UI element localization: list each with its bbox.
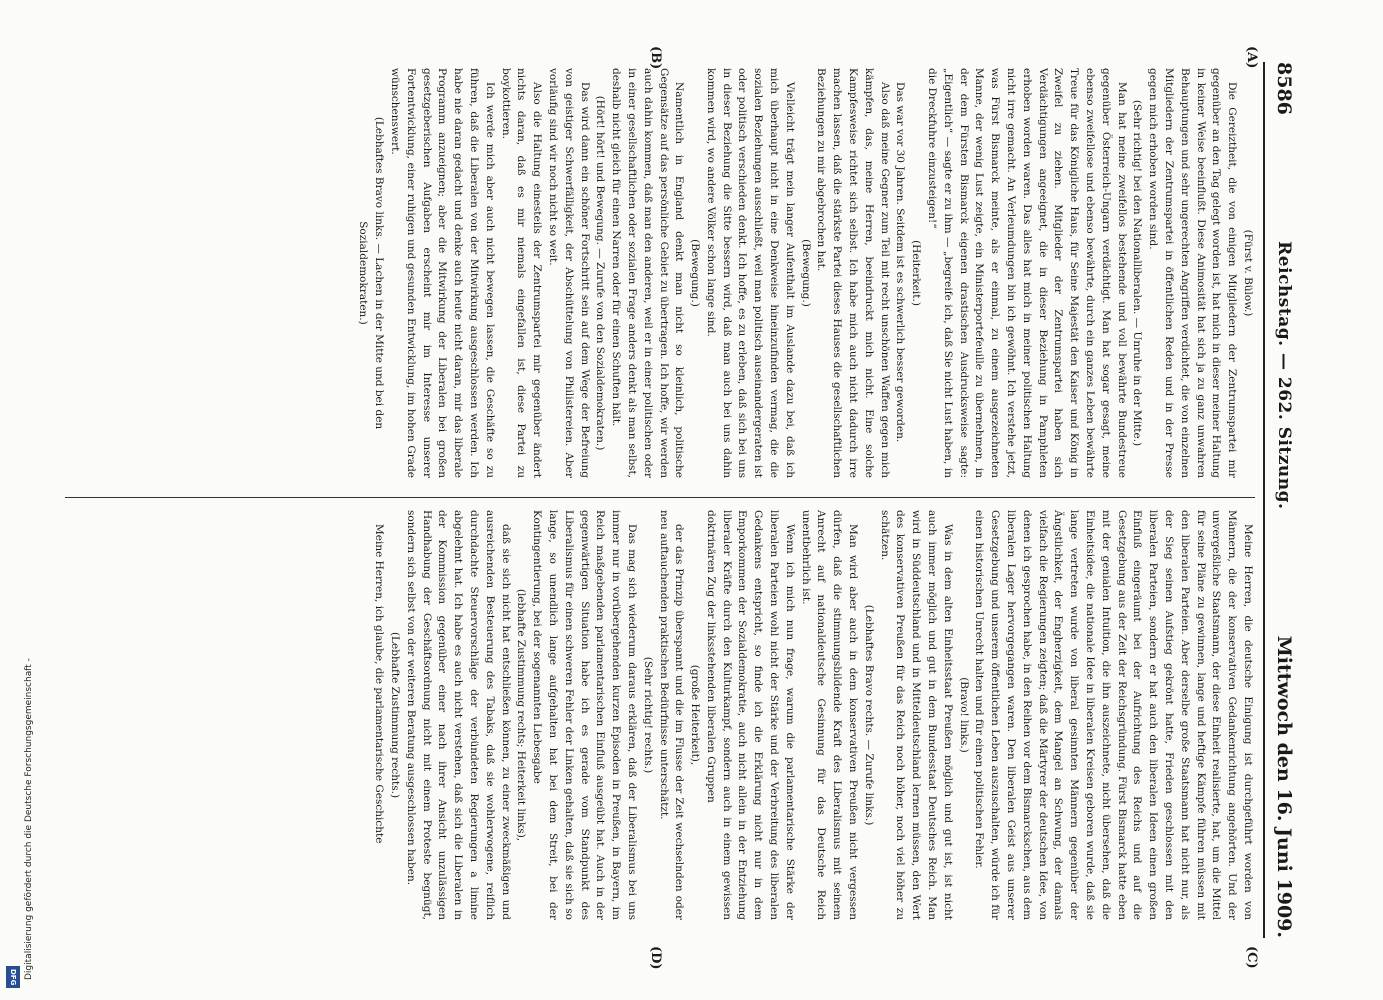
left-column xyxy=(65,68,1255,478)
interjection: (Fürst v. Bülow.) xyxy=(1242,229,1254,317)
right-column xyxy=(65,510,1255,920)
paragraph: Man hat meine zweifellos bestehende und voll bewährte Bundestreue gegenüber Österreich-Ungarn verdächtigt. Man hat sogar gesagt, meine ebenso zweifellose und ebenso bewährte, durch ein ganzes Leben bewährte Treue für das Königliche Haus, für Seine Majestät den Kaiser und König in Zweifel zu ziehen. Mitglieder der Zentrumspartei haben sich Verdächtigungen angeeignet, die in dieser Beziehung in Pamphleten erhoben worden waren. Das alles hat mich in meiner politischen Haltung nicht irre gemacht. An Verleumdungen bin ich gewöhnt. Ich verstehe jetzt, was Fürst Bismarck meinte, als er einmal, zu einem ausgezeichneten Manne, der wenig Lust zeigte, ein Ministerportefeuille zu übernehmen, in der dem Fürsten Bismarck eigenen drastischen Ausdrucksweise sagte: „Eigentlich“ — sagte er zu ihm — „begreife ich, daß Sie nicht Lust haben, in die Dreckfuhre einzusteigen!“ xyxy=(926,68,1128,478)
interjection: (Hört! hört! und Bewegung. — Zurufe von den Sozialdemokraten.) xyxy=(594,95,607,451)
margin-marker-b: (B) xyxy=(648,46,663,70)
digitization-credit xyxy=(8,560,38,980)
interjection: (Bravo! links.) xyxy=(957,677,970,753)
page-header xyxy=(1271,62,1297,938)
paragraph: Das mag sich wiederum daraus erklären, daß der Liberalismus bei uns immer nur in vorübergehenden kurzen Episoden in Preußen, in Bayern, im Reich maßgebenden parlamentarischen Einfluß ausgeübt hat. Auch in der gegenwärtigen Situation habe ich es gerade vom Standpunkt des Liberalismus für einen schweren Fehler der Linken gehalten, daß sie sich so lange, so unendlich lange aufgehalten hat bei dem Streit, bei der Kontingentierung, bei der sogenannten Liebesgabe xyxy=(531,510,638,920)
paragraph: Ich werde mich aber auch nicht bewegen lassen, die Geschäfte so zu führen, daß die Liberalen von der Mitwirkung ausgeschlossen werden. Ich habe nie daran gedacht und denke auch heute nicht daran, mir das liberale Programm anzueignen; aber die Mitwirkung der Liberalen bei großen gesetzgeberischen Aufgaben erscheint mir im Interesse unserer Fortentwicklung, einer ruhigen und gesunden Entwicklung, im hohen Grade wünschenswert. xyxy=(388,68,496,478)
margin-marker-d: (D) xyxy=(648,946,663,970)
margin-marker-a: (A) xyxy=(1244,46,1259,69)
interjection: (Lebhaftes Bravo rechts. — Zurufe links.) xyxy=(862,604,875,826)
paragraph: daß sie sich nicht hat entschließen können, zu einer zweckmäßigen und ausreichenden Besteuerung des Tabaks, daß sie wohlerwogene, reiflich durchdachte Steuervorschläge der verbündeten Regierungen a limine abgelehnt hat. Ich habe es auch nicht verstehen, daß sich die Liberalen in der Kommission gegenüber einer nach ihrer Ansicht unzulässigen Handhabung der Geschäftsordnung nicht mit einem Proteste begnügt, sondern sich selbst von der weiteren Beratung ausgeschlossen haben. xyxy=(404,510,512,920)
interjection: (Sehr richtig! rechts.) xyxy=(641,656,654,774)
paragraph: der das Prinzip überspannt und die im Flusse der Zeit wechselnden oder neu auftauchenden praktischen Bedürfnisse unterschätzt. xyxy=(657,510,686,920)
interjection: (Bewegung.) xyxy=(689,239,702,307)
dfg-logo: DFG xyxy=(6,966,20,988)
paragraph: Das war vor 30 Jahren. Seitdem ist es schwerlich besser geworden. xyxy=(894,82,907,443)
margin-marker-c: (C) xyxy=(1244,946,1259,969)
column-divider xyxy=(65,497,1255,498)
paragraph: Was in dem alten Einheitsstaat Preußen möglich und gut ist, ist nicht auch immer möglich und gut in dem Bundesstaat Deutsches Reich. Man wird in Süddeutschland und in Mitteldeutschland lernen müssen, den Wert des konservativen Preußen für das Reich noch höher, noch viel höher zu schätzen. xyxy=(878,510,954,920)
paragraph: Man wird aber auch in dem konservativen Preußen nicht vergessen dürfen, daß die stimmungsbildende Kraft des Liberalismus mit seinem Anrecht auf nationaldeutsche Gesinnung für das Deutsche Reich unentbehrlich ist. xyxy=(799,510,860,920)
paragraph: Namentlich in England denkt man nicht so kleinlich, politische Gegensätze auf das persönliche Gebiet zu übertragen. Ich hoffe, wir werden auch dahin kommen, daß man den anderen, weil er in einer politischen oder in einer gesellschaftlichen oder sozialen Frage anders denkt als man selbst, deshalb nicht gleich für einen Narren oder für einen Schuften hält. xyxy=(610,68,686,478)
interjection: (Sehr richtig! bei den Nationalliberalen. — Unruhe in der Mitte.) xyxy=(1131,99,1144,447)
interjection: (Lebhaftes Bravo links. — Lachen in der Mitte und bei den Sozialdemokraten.) xyxy=(357,116,386,430)
session-title: Reichstag. — 262. Sitzung. xyxy=(1274,241,1294,510)
header-rule xyxy=(1263,62,1265,938)
paragraph: Wenn ich mich nun frage, warum die parlamentarische Stärke der liberalen Parteien wohl nicht der Stärke und der Verbreitung des liberalen Gedankens entspricht, so finde ich die Erklärung nicht nur in dem Emporkommen der Sozialdemokratie, auch nicht allein in der Entziehung liberaler Kräfte durch den Kulturkampf, sondern auch in einem gewissen doktrinären Zug der linksstehenden liberalen Gruppen xyxy=(704,510,796,920)
interjection: (Lebhafte Zustimmung rechts.) xyxy=(388,631,401,799)
paragraph: Also die Haltung einesteils der Zentrumspartei mir gegenüber ändert nichts daran, daß es mir niemals eingefallen ist, diese Partei zu boykottieren. xyxy=(499,68,544,478)
session-date: Mittwoch den 16. Juni 1909. xyxy=(1273,635,1295,938)
interjection: (Heiterkeit.) xyxy=(910,240,923,306)
page-number: 8586 xyxy=(1273,62,1295,115)
paragraph: Die Gereiztheit, die von einigen Mitgliedern der Zentrumspartei mir gegenüber an den Tag gelegt worden ist, hat mich in dieser meiner Haltung in keiner Weise beeinflußt. Diese Animosität hat sich ja zu ganz unwahren Behauptungen und sehr ungerechten Angriffen verdichtet, die von einzelnen Mitgliedern der Zentrumspartei in öffentlichen Reden und in der Presse gegen mich erhoben worden sind. xyxy=(1147,68,1239,478)
interjection: (lebhafte Zustimmung rechts; Heiterkeit links), xyxy=(515,588,528,842)
interjection: (Bewegung.) xyxy=(799,239,812,307)
paragraph: Vielleicht trägt mein langer Aufenthalt im Auslande dazu bei, daß ich mich überhaupt nicht in eine Denkweise hineinzufinden vermag, die die sozialen Beziehungen ausschließt, weil man politisch auseinandergeraten ist oder politisch verschieden denkt. Ich hoffe, es zu erleben, daß sich bei uns in dieser Beziehung die Sitte bessern wird, daß man auch bei uns dahin kommen wird, wo andere Völker schon lange sind. xyxy=(704,68,796,478)
paragraph: Das wird dann ein schöner Fortschritt sein auf dem Wege der Befreiung von geistiger Schwerfälligkeit, der Abschüttelung von Philistereien. Aber vorläufig sind wir noch nicht so weit. xyxy=(546,68,591,478)
paragraph: Meine Herren, die deutsche Einigung ist durchgeführt worden von Männern, die der konservativen Gedankenrichtung angehörten. Und der unvergeßliche Staatsmann, der diese Einheit realisierte, hat, um die Mittel für seine Pläne zu gewinnen, lange und heftige Kämpfe führen müssen mit den liberalen Parteien. Aber derselbe große Staatsmann hat nicht nur, als der Sieg seinen Aufstieg gekrönt hatte, Frieden geschlossen mit den liberalen Parteien, sondern er hat auch den liberalen Ideen einen großen Einfluß eingeräumt bei der Aufrichtung des Reichs und auf die Gesetzgebung aus der Zeit der Reichsgründung. Fürst Bismarck hatte eben mit der genialen Intuition, die ihn auszeichnete, nicht übersehen, daß die Einheitsidee, die nationale Idee in liberalen Kreisen geboren wurde, daß sie lange vertreten wurde von liberal gesinnten Männern gegenüber der Ängstlichkeit, der Engherzigkeit, dem Mangel an Schwung, der damals vielfach die Regierungen zeigten; daß die Märtyrer der deutschen Idee, von denen ich gesprochen habe, in den Reihen vor dem Bismarckschen, aus dem liberalen Lager hervorgegangen waren. Den liberalen Geist aus unserer Gesetzgebung und unserem öffentlichen Leben auszuschalten, würde ich für einen historischen Unrecht halten und für einen politischen Fehler. xyxy=(973,510,1254,920)
interjection: (große Heiterkeit), xyxy=(689,664,702,766)
paragraph: Also daß meine Gegner zum Teil mit recht unschönen Waffen gegen mich kämpfen, das, meine Herren, beeindruckt mich nicht. Eine solche Kampfesweise richtet sich selbst. Ich habe mich auch nicht dadurch irre machen lassen, daß die stärkste Partei dieses Hauses die gesellschaftlichen Beziehungen zu mir abgebrochen hat. xyxy=(815,68,891,478)
credit-text: Digitalisierung gefördert durch die Deutsche Forschungsgemeinschaft - xyxy=(24,658,34,980)
paragraph: Meine Herren, ich glaube, die parlamentarische Geschichte xyxy=(373,524,386,844)
